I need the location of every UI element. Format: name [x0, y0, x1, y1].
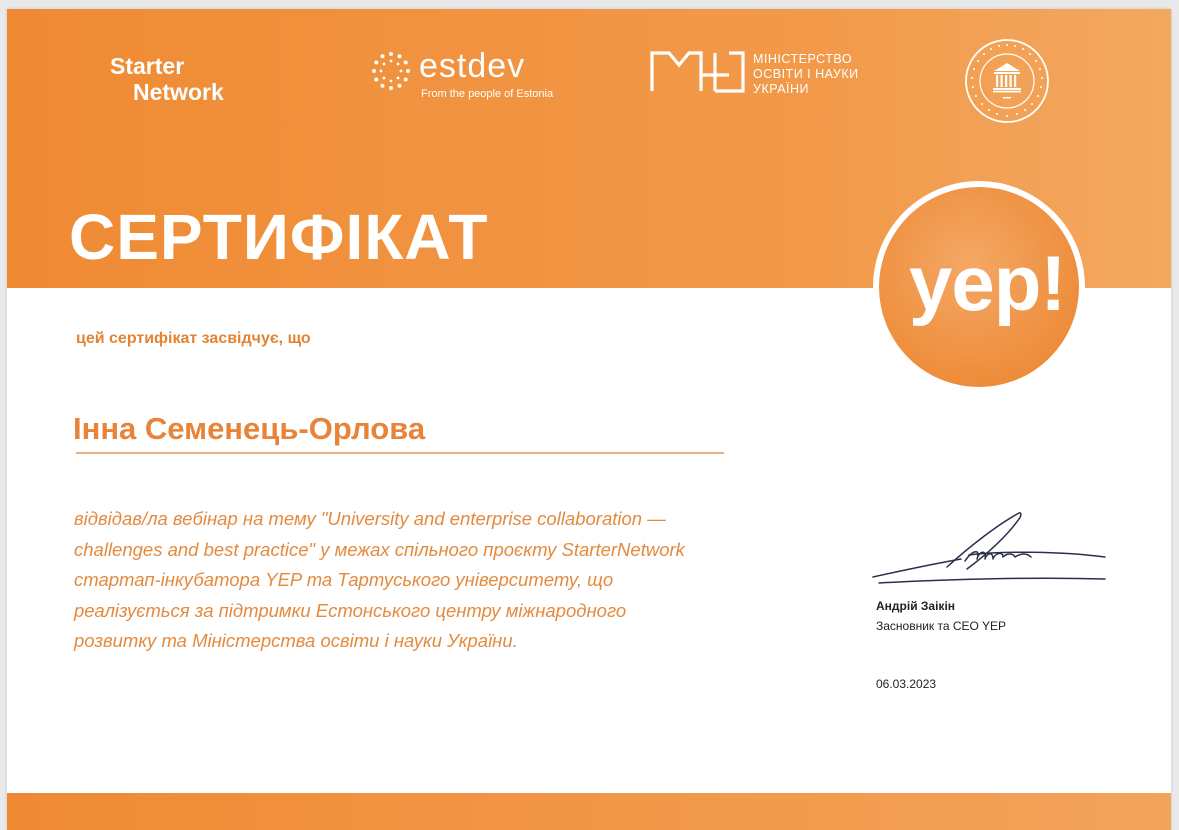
- ministry-logo-line2: ОСВІТИ І НАУКИ: [753, 67, 859, 81]
- university-seal-icon: [963, 37, 1051, 130]
- estdev-logo-subtitle: From the people of Estonia: [421, 88, 554, 100]
- footer-band: [7, 793, 1171, 830]
- signature-image: [869, 507, 1109, 592]
- certificate-intro: цей сертифікат засвідчує, що: [76, 330, 311, 347]
- starter-network-logo: [110, 53, 224, 105]
- yep-badge: [873, 181, 1085, 393]
- certificate-page: [7, 9, 1171, 830]
- starter-network-logo-line2: Network: [133, 79, 224, 105]
- ministry-logo-line1: МІНІСТЕРСТВО: [753, 52, 853, 66]
- recipient-name: Інна Семенець-Орлова: [73, 411, 426, 446]
- recipient-underline: [76, 452, 724, 454]
- body-line: реалізується за підтримки Естонського центру міжнародного: [74, 599, 627, 621]
- starter-network-logo-line1: Starter: [110, 53, 185, 79]
- estdev-dots-icon: [371, 51, 411, 91]
- ministry-mark-icon: [649, 49, 745, 95]
- body-line: відвідав/ла вебінар на тему "University and enterprise collaboration —: [74, 508, 666, 529]
- body-line: стартап-інкубатора YEP та Тартуського університету, що: [74, 569, 614, 590]
- body-line: розвитку та Міністерства освіти і науки України.: [74, 630, 518, 651]
- signer-name: Андрій Заікін: [876, 599, 956, 613]
- certificate-title: СЕРТИФІКАТ: [69, 201, 489, 273]
- body-line: challenges and best practice" у межах спільного проєкту StarterNetwork: [74, 538, 685, 560]
- ministry-logo-line3: УКРАЇНИ: [753, 82, 810, 96]
- certificate-body: [74, 504, 774, 657]
- ministry-logo-text: [753, 52, 859, 97]
- estdev-logo-word: estdev: [419, 47, 526, 85]
- certificate-date: 06.03.2023: [876, 677, 937, 691]
- yep-badge-text: yep!: [909, 239, 1066, 327]
- signer-role: Засновник та CEO YEP: [876, 619, 1007, 633]
